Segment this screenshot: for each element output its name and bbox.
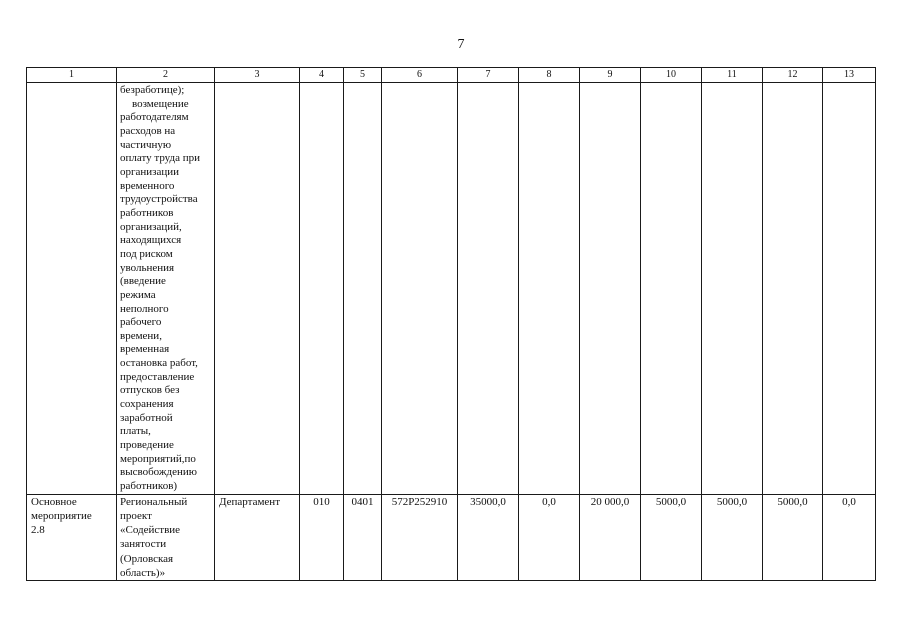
text-line: Региональный — [120, 495, 188, 508]
text-line: расходов на — [120, 124, 176, 137]
column-number-12: 12 — [763, 68, 823, 83]
text-line: мероприятие — [31, 509, 92, 522]
table-row — [27, 83, 876, 495]
text-line: под риском — [120, 247, 173, 260]
text-line: заработной — [120, 411, 173, 424]
column-number-4: 4 — [300, 68, 344, 83]
row2-description-cell — [117, 494, 215, 580]
row1-col8-cell — [519, 83, 580, 495]
table-row — [27, 494, 876, 580]
text-line: возмещение — [132, 97, 189, 110]
text-line: организаций, — [120, 220, 182, 233]
column-number-7: 7 — [458, 68, 519, 83]
column-number-10: 10 — [641, 68, 702, 83]
text-line: времени, — [120, 329, 162, 342]
row1-col11-cell — [702, 83, 763, 495]
column-number-2: 2 — [117, 68, 215, 83]
row1-col3-cell — [215, 83, 300, 495]
text-line: временная — [120, 343, 170, 356]
row2-col13-cell: 0,0 — [823, 494, 876, 580]
text-line: временного — [120, 179, 175, 192]
row2-col5-cell: 0401 — [344, 494, 382, 580]
text-line: находящихся — [120, 234, 182, 247]
row1-col6-cell — [382, 83, 458, 495]
row1-col13-cell — [823, 83, 876, 495]
program-activities-table — [26, 67, 876, 581]
text-line: 2.8 — [31, 524, 45, 537]
row2-activity-cell — [27, 494, 117, 580]
text-line: режима — [120, 288, 156, 301]
column-number-6: 6 — [382, 68, 458, 83]
row1-col12-cell — [763, 83, 823, 495]
row1-col1-cell — [27, 83, 117, 495]
text-line: занятости — [120, 538, 167, 551]
row2-col6-cell: 572P252910 — [382, 494, 458, 580]
text-line: безработице); — [120, 84, 185, 96]
text-line: рабочего — [120, 316, 162, 329]
row1-col10-cell — [641, 83, 702, 495]
text-line: работодателям — [120, 111, 189, 124]
row2-col7-cell: 35000,0 — [458, 494, 519, 580]
page-number: 7 — [457, 37, 465, 52]
text-line: остановка работ, — [120, 357, 198, 370]
text-line: высвобождению — [120, 466, 197, 479]
row1-col7-cell — [458, 83, 519, 495]
row2-col10-cell: 5000,0 — [641, 494, 702, 580]
header-row — [27, 68, 876, 83]
text-line: отпусков без — [120, 384, 180, 397]
text-line: трудоустройства — [120, 193, 198, 206]
text-line: частичную — [120, 138, 172, 151]
row1-col9-cell — [580, 83, 641, 495]
text-line: область)» — [120, 566, 166, 579]
row2-col4-cell: 010 — [300, 494, 344, 580]
text-line: предоставление — [120, 370, 195, 383]
text-line: (Орловская — [120, 552, 174, 565]
column-number-5: 5 — [344, 68, 382, 83]
column-number-8: 8 — [519, 68, 580, 83]
row1-col5-cell — [344, 83, 382, 495]
row1-description-cell — [117, 83, 215, 495]
text-line: неполного — [120, 302, 169, 315]
column-number-1: 1 — [27, 68, 117, 83]
row2-col8-cell: 0,0 — [519, 494, 580, 580]
text-line: увольнения — [120, 261, 175, 274]
text-line: сохранения — [120, 398, 174, 411]
row2-col11-cell: 5000,0 — [702, 494, 763, 580]
text-line: мероприятий,по — [120, 452, 196, 465]
text-line: Основное — [31, 495, 77, 508]
row2-col3-cell: Департамент — [215, 494, 300, 580]
text-line: проект — [120, 509, 152, 522]
text-line: (введение — [120, 275, 166, 288]
column-number-9: 9 — [580, 68, 641, 83]
text-line: работников — [120, 206, 174, 219]
text-line: платы, — [120, 425, 151, 438]
column-number-11: 11 — [702, 68, 763, 83]
text-line: проведение — [120, 439, 174, 452]
column-number-3: 3 — [215, 68, 300, 83]
text-line: организации — [120, 165, 180, 178]
column-number-13: 13 — [823, 68, 876, 83]
text-line: оплату труда при — [120, 152, 200, 165]
row2-col9-cell: 20 000,0 — [580, 494, 641, 580]
text-line: работников) — [120, 480, 178, 493]
row2-col12-cell: 5000,0 — [763, 494, 823, 580]
text-line: «Содействие — [120, 524, 181, 537]
row1-col4-cell — [300, 83, 344, 495]
